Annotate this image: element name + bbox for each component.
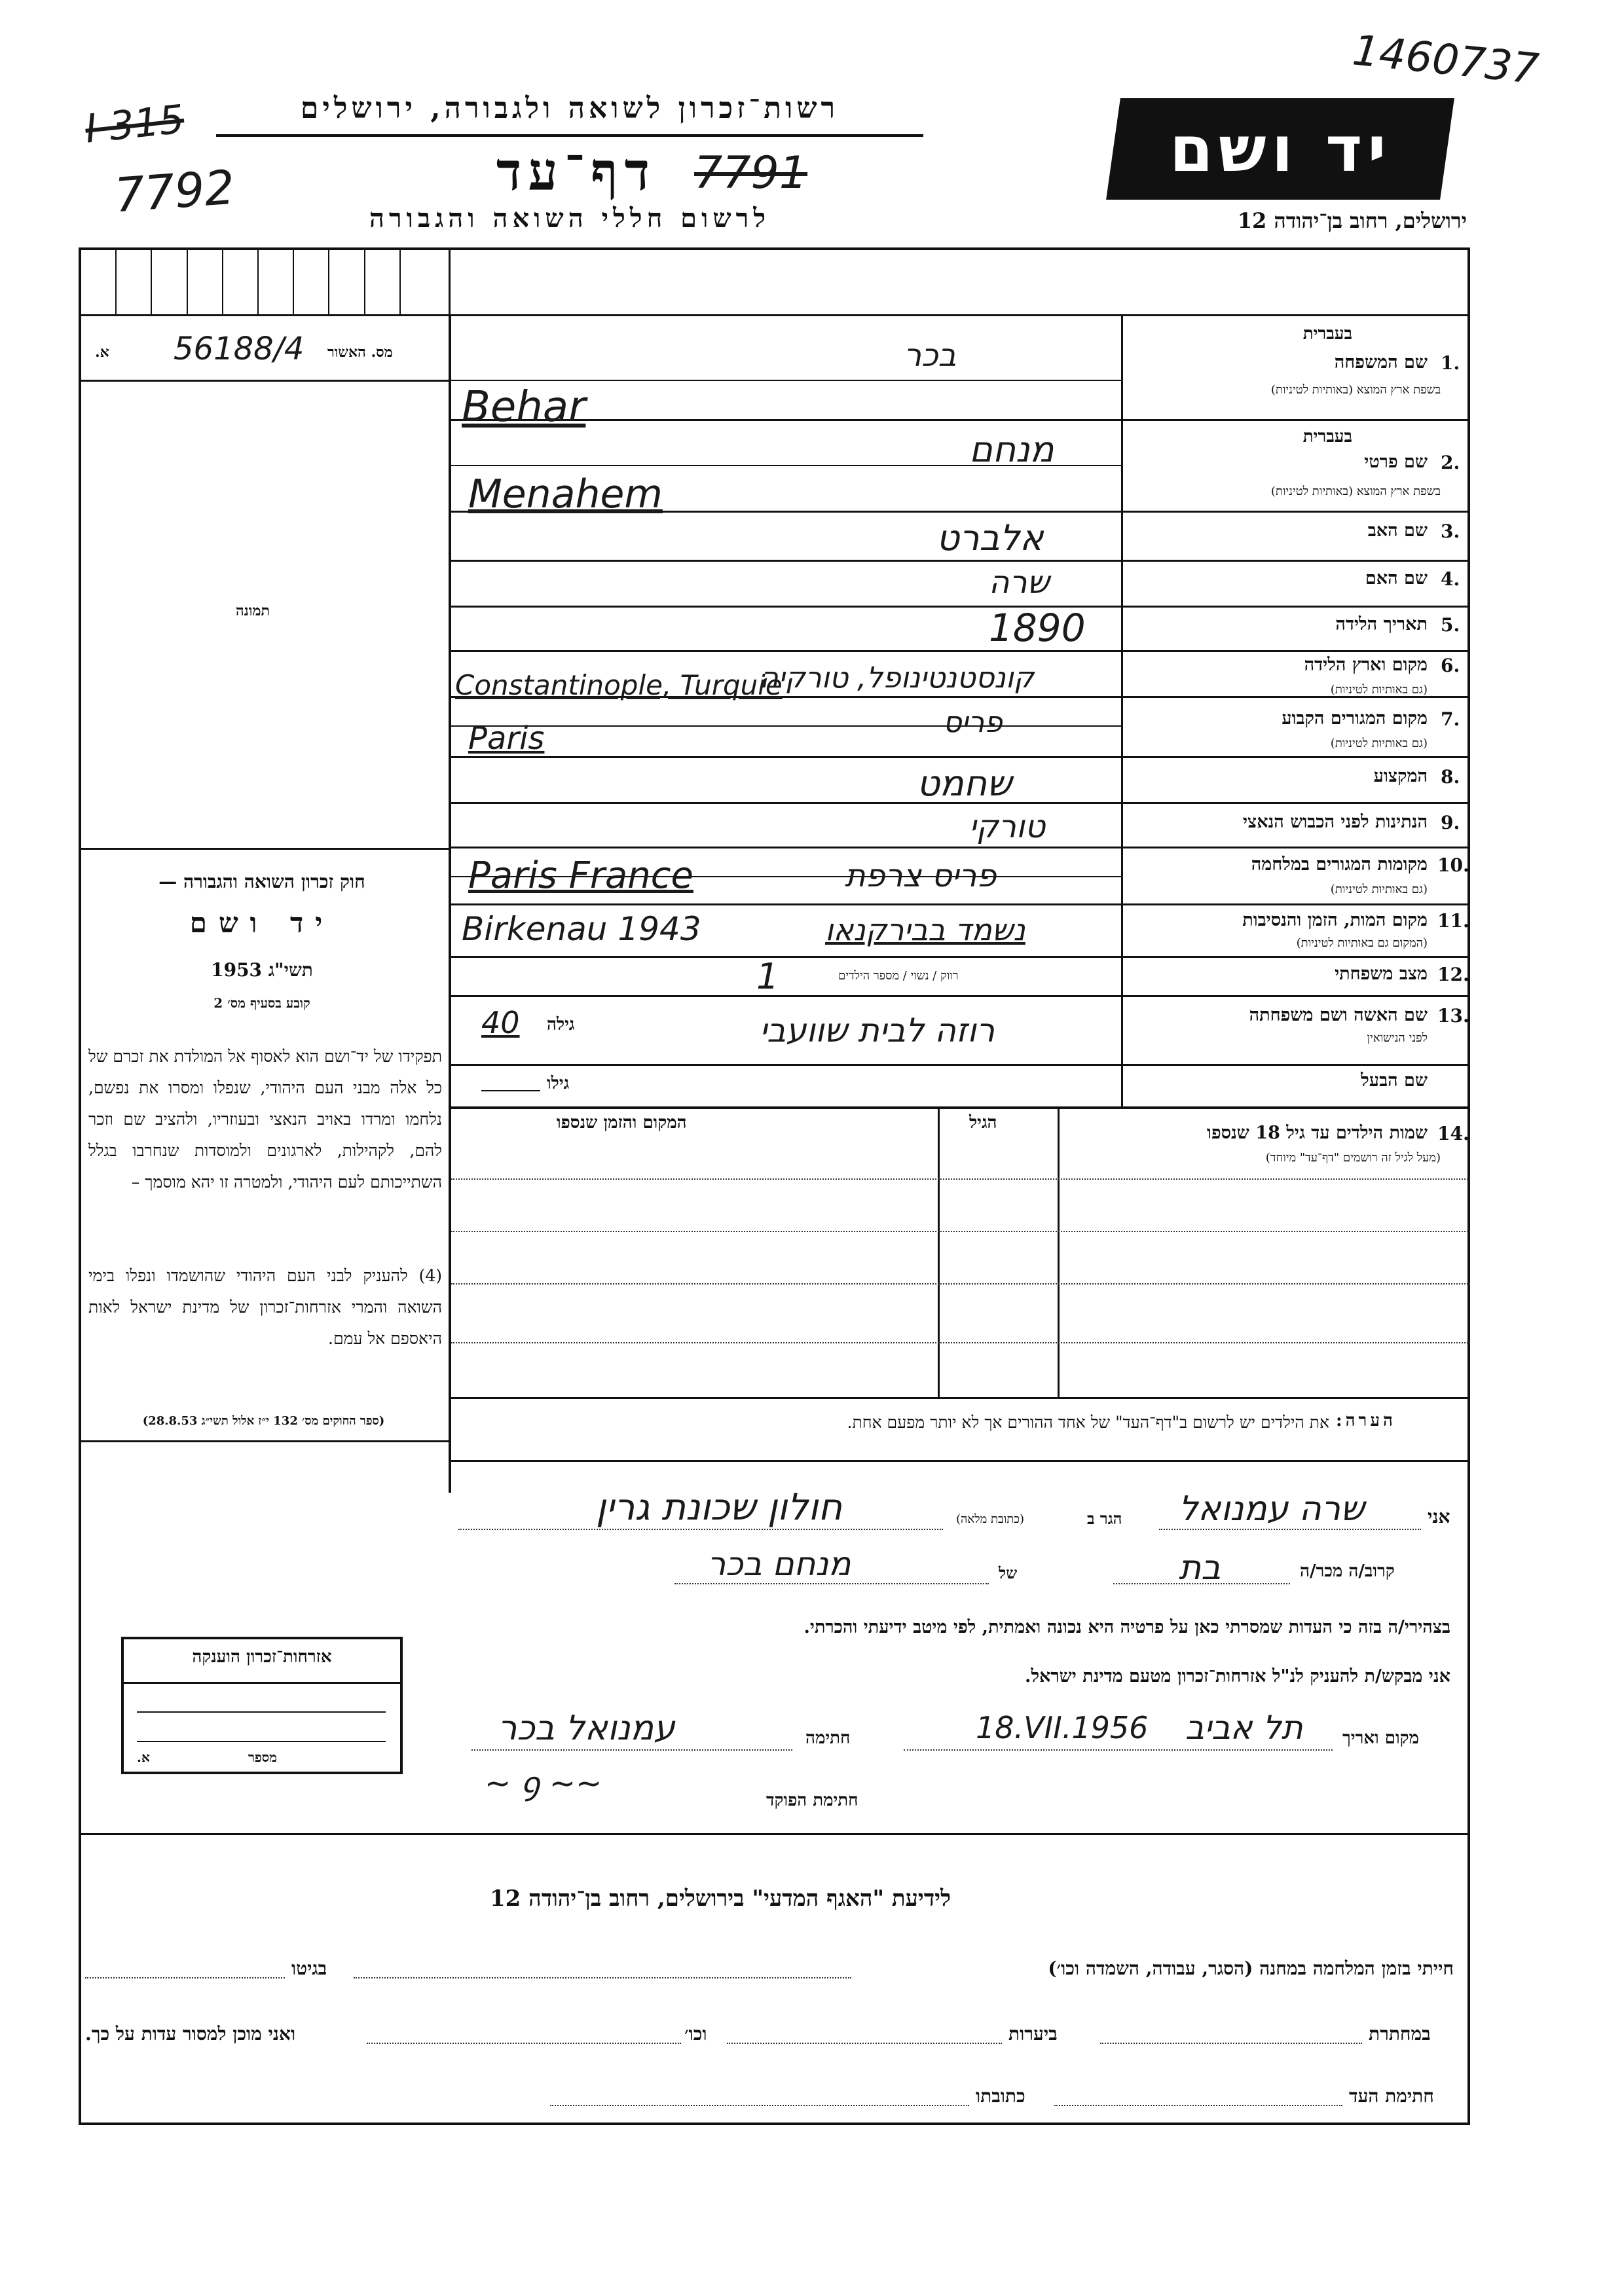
children-bottom [451,1397,1470,1399]
declarant-name: שרה עמנואל [1179,1489,1365,1529]
form-title: דף־עד [496,141,657,202]
field-3-value: אלברט [936,517,1044,558]
row-6-inner [449,725,1121,727]
crossed-number: 7791 [694,147,808,199]
bottom-line3-dots-b [1054,2105,1342,2106]
field-1-heb-value: בכר [904,337,957,374]
memorial-box-line-2 [137,1741,386,1742]
row-line-13 [449,1064,1470,1066]
field-8-value: שחמט [917,763,1012,804]
row-1-inner [449,380,1121,381]
field-6-number: 6. [1441,655,1460,676]
declarant-address-hint: (כתובת מלאה) [956,1512,1025,1526]
field-11-heb-value: נשמד בבירקנאו [825,912,1025,947]
husband-label: שם הבעל [1361,1070,1428,1091]
address-line: ירושלים, רחוב בן־יהודה 12 [1237,208,1467,233]
field-6-label: מקום וארץ הלידה [1304,655,1428,675]
field-11-sub: (המקום גם באותיות לטיניות) [1296,936,1428,950]
logo-text: יד ושם [1169,112,1392,186]
field-12-value: 1 [756,956,779,997]
handwritten-number: 7792 [113,159,236,223]
field-1-number: 1. [1441,352,1460,374]
field-9-value: טורקי [969,809,1046,845]
authority-title: רשות־זכרון לשואה ולגבורה, ירושלים [300,92,840,125]
row-line-1 [449,419,1470,421]
field-9-number: 9. [1441,812,1460,833]
bottom-line1-label: חייתי בזמן המלחמה במחנה (הסגר, עבודה, השמדה וכו׳) [1048,1958,1454,1979]
declarant-relation-label: קרוב/ה מכר/ה [1300,1561,1395,1581]
field-12-number: 12. [1437,964,1469,985]
field-10-number: 10. [1437,854,1469,876]
archive-number: 1460737 [1350,26,1541,94]
law-text-2: (4) להעניק לבני העם היהודי שהושמדו ונפלו בימי השואה והמרי אזרחות־זכרון של מדינת ישראל לאות היאספם אל עמם. [88,1266,442,1348]
law-box-bottom [79,1440,451,1442]
bottom-line3-dots-a [550,2105,969,2106]
field-10-lat-value: Paris France [468,854,693,897]
declarant-of-label: של [999,1563,1018,1582]
top-strip-bottom [79,314,1470,316]
official-signature-scribble: ~ ꝯ ~~ [485,1765,602,1802]
field-4-value: שרה [989,564,1050,601]
row-line-3 [449,560,1470,562]
husband-age-line [481,1090,540,1091]
declarant-resident-label: הגר ב [1087,1509,1122,1528]
handwritten-code: I 315 [83,96,187,153]
field-7-lat-value: Paris [468,720,545,757]
memorial-box-title-line [124,1682,400,1684]
field-6-heb-value: קונסטנטינופל, טורקיה [760,661,1035,695]
law-org: יד ושם [189,907,335,939]
law-year: תשי"ג 1953 [211,959,313,981]
children-dots-4 [451,1342,1470,1343]
bottom-line2-label: במחתרת [1369,2023,1431,2045]
authority-underline [216,134,923,137]
field-13-label: שם האשה ושם משפחתה [1249,1005,1428,1025]
children-col-2 [1058,1109,1060,1397]
field-2-label: שם פרטי [1364,452,1428,472]
field-10-heb-value: פריס צרפת [845,858,997,894]
law-title: חוק זכרון השואה והגבורה — [158,871,365,892]
field-13-age-value: 40 [481,1005,520,1040]
declarant-statement-2: אני מבקש/ת להעניק לנ"ל אזרחות־זכרון מטעם מדינת ישראל. [1025,1666,1450,1686]
row-line-5 [449,650,1470,652]
field-6-lat-value: Constantinople, Turquie [455,669,783,701]
declarant-of-name: מנחם בכר [707,1545,851,1583]
field-1-lat-value: Behar [462,383,586,431]
signature-label: חתימה [805,1728,851,1748]
declarant-of-line [674,1583,989,1584]
row-line-12 [449,995,1470,997]
declaration-place: תל אביב [1185,1709,1303,1747]
signature-line [471,1749,792,1751]
row-line-4 [449,606,1470,608]
row-line-husband [449,1106,1470,1109]
field-7-heb-value: פריס [943,706,1003,739]
row-line-10 [449,903,1470,905]
bottom-line2-mid2: וכו׳ [684,2023,707,2045]
field-2-heb-value: מנחם [969,429,1054,470]
declarant-statement-1: בצהירי/ה בזה כי העדות שמסרתי כאן על פרטיה היא נכונה ואמתית, לפי מיטב ידיעתי והכרתי. [803,1617,1450,1637]
field-10-label: מקומות המגורים במלחמה [1251,854,1428,875]
field-12-label: מצב משפחתי [1335,964,1428,984]
photo-label: תמונה [236,602,270,619]
top-strip-cells [81,250,435,314]
bottom-line2-mid: ביערות [1008,2023,1058,2045]
husband-age-label: גילו [547,1074,570,1093]
children-col-age: הגיל [969,1113,997,1133]
children-col-place: המקום והזמן שנספו [557,1113,687,1133]
field-10-sub: (גם באותיות לטיניות) [1330,883,1428,896]
field-9-label: הנתינות לפני הכבוש הנאצי [1242,812,1428,832]
field-2-number: 2. [1441,452,1460,473]
field-2-sub: בשפת ארץ המוצא (באותיות לטיניות) [1270,484,1441,498]
children-number: 14. [1437,1123,1469,1144]
declarant-signature: עמנואל בכר [498,1709,675,1748]
note-bottom [451,1460,1470,1462]
field-1-sub: בשפת ארץ המוצא (באותיות לטיניות) [1270,383,1441,397]
field-6-sub: (גם באותיות לטיניות) [1330,683,1428,697]
note-text: את הילדים יש לרשום ב"דף־העד" של אחד ההורים אך לא יותר מפעם אחת. [847,1413,1329,1432]
field-7-label: מקום המגורים הקבוע [1282,708,1428,729]
children-dots-2 [451,1231,1470,1232]
law-source: (ספר החוקים מס׳ 132 י״ז אלול תשי״ג 28.8.53) [142,1414,385,1428]
declarant-address-line [458,1529,943,1530]
field-13-age-label: גילה [547,1015,575,1034]
place-date-label: מקום ואריך [1342,1728,1419,1748]
bottom-line1-dots-a [85,1977,285,1978]
field-13-sub: לפני הנישואין [1367,1031,1428,1045]
bottom-line1-dots-b [354,1977,851,1978]
photo-bottom-line [79,848,449,850]
cert-row-line [79,380,449,382]
cert-number-mark: א. [95,344,109,361]
law-clause: קובע בסעיף מס׳ 2 [213,995,310,1011]
top-strip-divider [449,250,451,314]
children-dots-1 [451,1178,1470,1180]
bottom-line3-label: חתימת העד [1349,2085,1434,2107]
bottom-line3-end: כתובתו [976,2085,1025,2107]
row-line-7 [449,756,1470,758]
field-5-value: 1890 [989,606,1086,650]
declarant-i-label: אני [1428,1506,1450,1527]
field-3-label: שם האב [1367,520,1428,541]
field-8-label: המקצוע [1373,766,1428,786]
children-col-1 [938,1109,940,1397]
field-3-number: 3. [1441,520,1460,542]
field-11-lat-value: Birkenau 1943 [462,910,701,948]
field-1-lang: בעברית [1302,324,1352,344]
field-5-number: 5. [1441,614,1460,636]
declaration-date: 18.VII.1956 [976,1710,1149,1745]
declaration-bottom [79,1833,1470,1835]
field-13-number: 13. [1437,1005,1469,1027]
place-date-line [904,1749,1333,1751]
bottom-title: לידיעת "האגף המדעי" בירושלים, רחוב בן־יהודה 12 [490,1886,951,1912]
field-2-lat-value: Menahem [468,471,663,517]
memorial-box [121,1637,403,1774]
cert-number-value: 56188/4 [174,331,304,367]
bottom-line2-dots-a [367,2043,681,2044]
note-label: הערה: [1336,1411,1396,1430]
memorial-box-title: אזרחות־זכרון הוענקה [192,1647,332,1667]
bottom-line1-end: בגיטו [291,1958,327,1979]
bottom-line2-dots-c [1100,2043,1362,2044]
declarant-relation: בת [1179,1548,1221,1588]
field-11-label: מקום המות, הזמן והנסיבות [1242,910,1428,930]
children-label: שמות הילדים עד גיל 18 שנספו [1207,1123,1428,1143]
label-column-border [1121,314,1123,1106]
row-line-11 [449,956,1470,958]
row-line-9 [449,847,1470,848]
children-dots-3 [451,1283,1470,1285]
law-text-1: תפקידו של יד־ושם הוא לאסוף אל המולדת את זכרם של כל אלה מבני העם היהודי, שנפלו ומסרו את נפשם, נלחמו ומרדו באויב הנאצי ובעוזריו, ולהציב שם וזכר להם, לקהילות, לארגונים ולמוסדות שנחרבו בגלל השתייכותם לעם היהודי, ולמטרה זו יהא מוסמך – [88,1047,442,1192]
memorial-box-line-1 [137,1711,386,1713]
field-11-number: 11. [1437,910,1469,932]
declarant-name-line [1159,1529,1421,1530]
declarant-relation-line [1113,1583,1290,1584]
field-7-sub: (גם באותיות לטיניות) [1330,737,1428,750]
yad-vashem-logo [1106,98,1454,200]
field-7-number: 7. [1441,708,1460,730]
cert-number-label: מס. האשור [327,344,393,361]
memorial-box-mark: א. [137,1749,150,1765]
official-signature-label: חתימת הפוקד [766,1791,858,1810]
bottom-line2-end: ואני מוכן למסור עדות על כך. [85,2023,296,2045]
field-4-number: 4. [1441,568,1460,590]
form-subtitle: לרשום חללי השואה והגבורה [369,203,771,234]
field-13-value: רוזה לבית שוועבי [760,1011,995,1049]
children-sub: (מעל לגיל זה רושמים "דף־עד" מיוחד) [1265,1151,1441,1165]
field-1-label: שם המשפחה [1334,352,1428,373]
declarant-address: חולון שכונת גרין [596,1486,843,1529]
field-12-sub-label: רווק / נשוי / מספר הילדים [838,969,959,983]
field-5-label: תאריך הלידה [1335,614,1428,634]
field-2-lang: בעברית [1302,427,1352,446]
bottom-line2-dots-b [727,2043,1002,2044]
field-8-number: 8. [1441,766,1460,788]
memorial-box-number-label: מספר [248,1749,277,1765]
field-4-label: שם האם [1365,568,1428,589]
